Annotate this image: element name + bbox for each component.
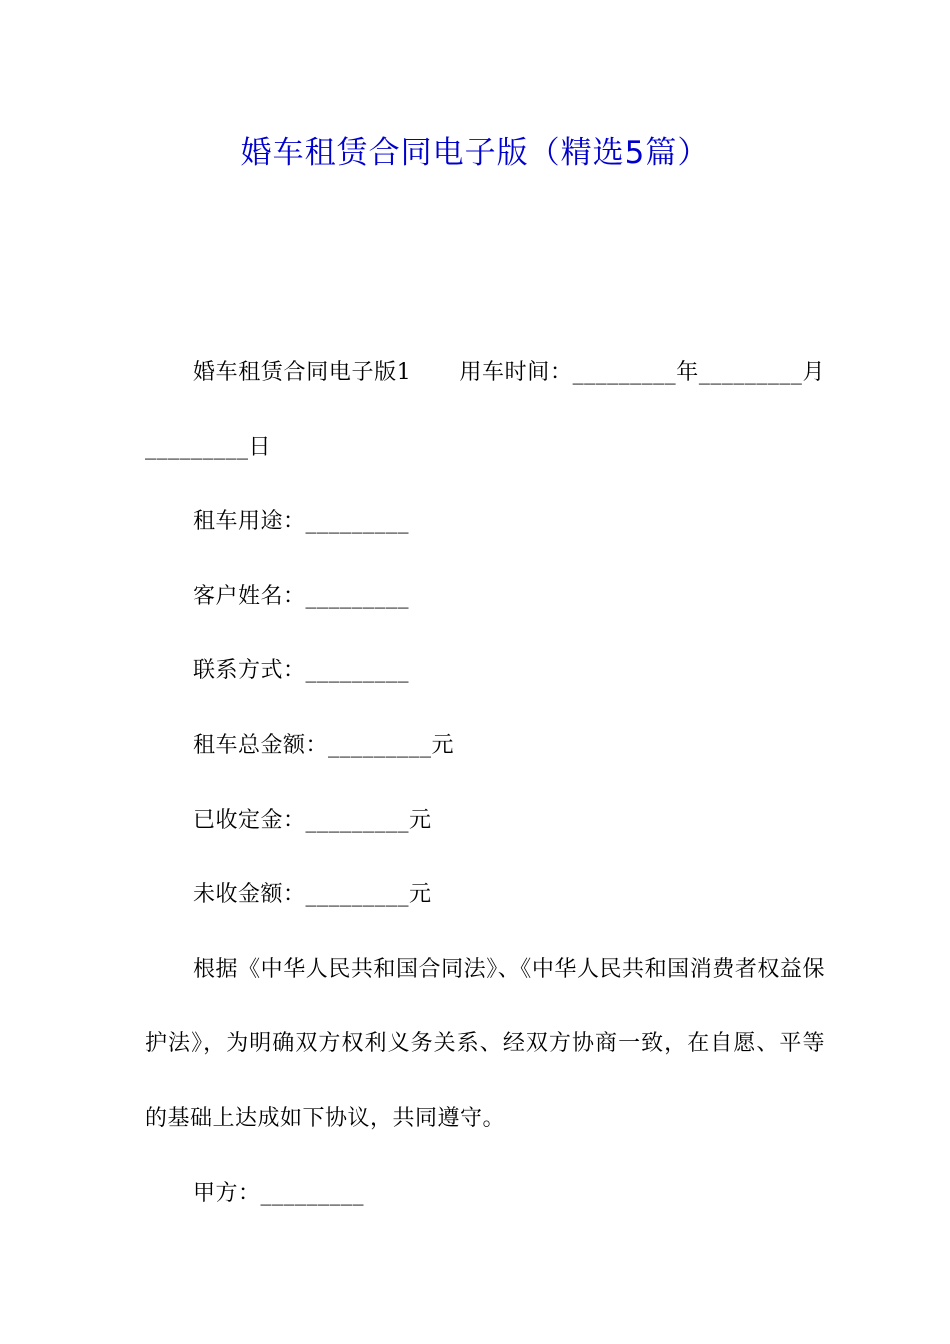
usage-time-line: 用车时间：_________年_________月_________日 xyxy=(145,360,825,460)
party-a-line: 甲方：_________ xyxy=(193,1180,365,1206)
legal-basis-paragraph: 根据《中华人民共和国合同法》、《中华人民共和国消费者权益保护法》，为明确双方权利义务关系、经双方协商一致，在自愿、平等的基础上达成如下协议，共同遵守。 xyxy=(145,956,825,1131)
purpose-line: 租车用途：_________ xyxy=(193,509,410,535)
unpaid-amount-line: 未收金额：_________元 xyxy=(193,882,432,908)
intro-paragraph xyxy=(145,336,825,485)
document-body xyxy=(145,336,825,1231)
section-heading: 婚车租赁合同电子版1 xyxy=(193,360,412,385)
contact-line: 联系方式：_________ xyxy=(193,658,410,684)
deposit-line: 已收定金：_________元 xyxy=(193,807,432,833)
customer-name-line: 客户姓名：_________ xyxy=(193,583,410,609)
total-amount-line: 租车总金额：_________元 xyxy=(193,732,455,758)
document-title: 婚车租赁合同电子版（精选5篇） xyxy=(240,135,710,171)
